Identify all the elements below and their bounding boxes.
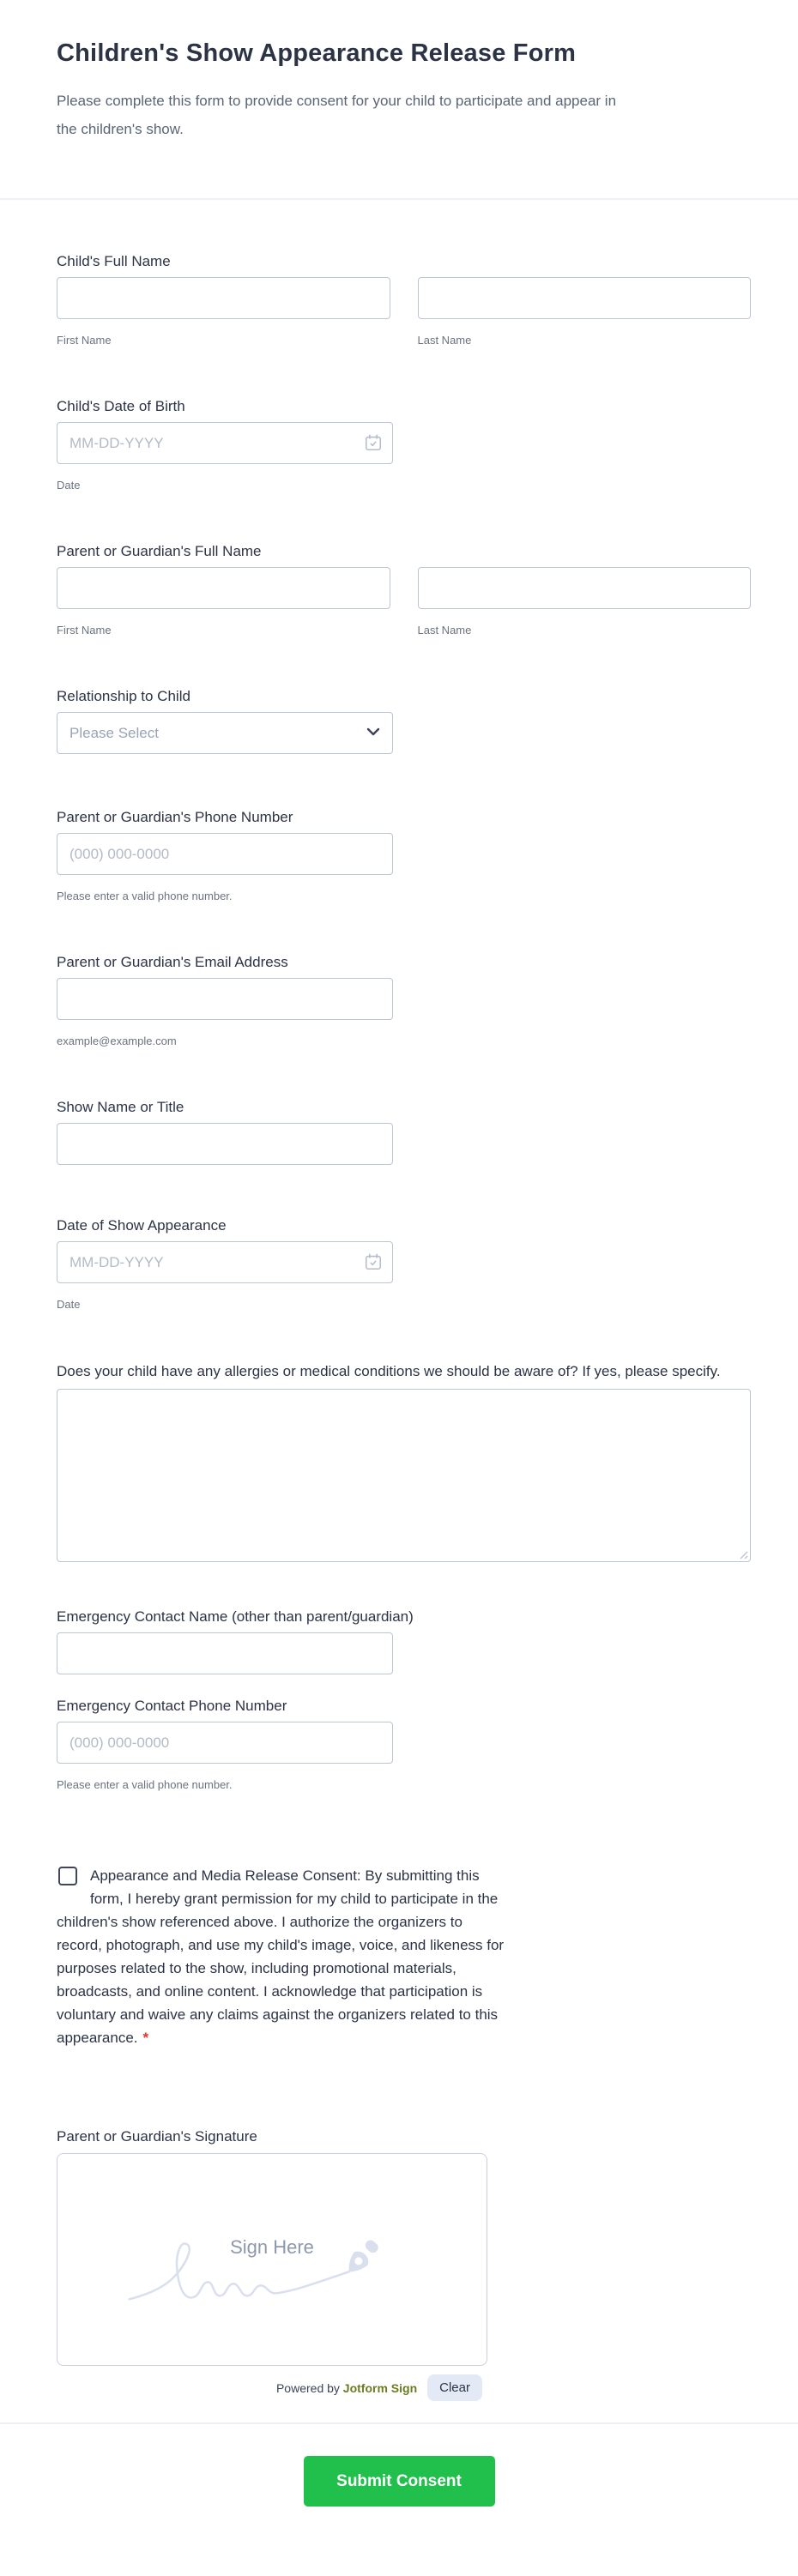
parent-first-name-sublabel: First Name <box>57 624 112 636</box>
clear-signature-button[interactable]: Clear <box>427 2374 482 2401</box>
calendar-check-icon[interactable] <box>364 1252 383 1271</box>
parent-phone-label: Parent or Guardian's Phone Number <box>57 809 293 825</box>
question-relationship <box>57 687 751 754</box>
jotform-sign-brand: Jotform Sign <box>342 2380 418 2395</box>
signature-placeholder-art <box>57 2154 487 2366</box>
parent-last-name-sublabel: Last Name <box>417 624 472 636</box>
relationship-label: Relationship to Child <box>57 688 190 704</box>
submit-row <box>0 2424 798 2550</box>
question-child-dob <box>57 397 751 492</box>
question-child-name <box>57 252 751 347</box>
required-asterisk: * <box>142 2030 149 2046</box>
parent-phone-sublabel: Please enter a valid phone number. <box>57 890 233 902</box>
parent-name-label: Parent or Guardian's Full Name <box>57 543 262 559</box>
question-parent-email <box>57 953 751 1048</box>
question-parent-name <box>57 542 751 637</box>
consent-checkbox[interactable] <box>58 1867 77 1885</box>
resize-grip-icon[interactable] <box>738 1549 748 1559</box>
emergency-phone-label: Emergency Contact Phone Number <box>57 1698 287 1714</box>
parent-last-name-input[interactable] <box>418 567 752 609</box>
signature-pad[interactable] <box>57 2153 487 2366</box>
consent-text <box>57 1864 509 2049</box>
allergies-textarea[interactable] <box>57 1389 751 1562</box>
child-last-name-sublabel: Last Name <box>417 334 472 347</box>
question-emergency-phone <box>57 1697 751 1792</box>
emergency-name-label: Emergency Contact Name (other than parent/guardian) <box>57 1608 414 1625</box>
child-dob-sublabel: Date <box>57 479 81 492</box>
chevron-down-icon <box>366 727 380 736</box>
consent-statement: Appearance and Media Release Consent: By submitting this form, I hereby grant permission for my child to participate in the children's show referenced above. I authorize the organizers to record, photograph, and use my child's image, voice, and likeness for purposes related to the show, including promotional materials, broadcasts, and online content. I acknowledge that participation is voluntary and waive any claims against the organizers related to this appearance. <box>57 1867 505 2046</box>
child-last-name-input[interactable] <box>418 277 752 319</box>
child-name-label: Child's Full Name <box>57 253 171 269</box>
question-show-date <box>57 1216 751 1312</box>
child-dob-input[interactable] <box>57 422 393 464</box>
submit-button[interactable]: Submit Consent <box>304 2456 495 2507</box>
relationship-select[interactable] <box>57 712 393 754</box>
powered-by-prefix: Powered by <box>275 2380 340 2395</box>
question-parent-phone <box>57 808 751 903</box>
child-first-name-input[interactable] <box>57 277 390 319</box>
question-show-name <box>57 1098 751 1165</box>
emergency-phone-sublabel: Please enter a valid phone number. <box>57 1778 233 1791</box>
question-emergency-name <box>57 1608 751 1674</box>
allergies-label: Does your child have any allergies or medical conditions we should be aware of? If yes, please specify. <box>57 1363 721 1379</box>
parent-phone-input[interactable] <box>57 833 393 875</box>
show-date-input[interactable] <box>57 1241 393 1283</box>
child-first-name-sublabel: First Name <box>57 334 112 347</box>
consent-block <box>57 1864 751 2049</box>
parent-email-input[interactable] <box>57 978 393 1020</box>
parent-email-sublabel: example@example.com <box>57 1035 177 1047</box>
sign-here-text: Sign Here <box>230 2236 314 2258</box>
parent-email-label: Parent or Guardian's Email Address <box>57 954 288 970</box>
question-allergies <box>57 1360 751 1562</box>
page-subtitle: Please complete this form to provide consent for your child to participate and appear in the children's show. <box>57 93 617 137</box>
show-date-sublabel: Date <box>57 1298 81 1311</box>
emergency-phone-input[interactable] <box>57 1722 393 1764</box>
relationship-select-value: Please Select <box>70 724 159 741</box>
powered-by-text <box>276 2381 417 2395</box>
pen-nib-icon <box>342 2236 382 2278</box>
show-date-label: Date of Show Appearance <box>57 1217 227 1234</box>
form-body <box>0 200 798 2401</box>
emergency-name-input[interactable] <box>57 1632 393 1674</box>
child-dob-label: Child's Date of Birth <box>57 398 185 414</box>
show-name-label: Show Name or Title <box>57 1099 184 1115</box>
page-title: Children's Show Appearance Release Form <box>57 39 577 67</box>
form-header <box>0 0 798 198</box>
show-name-input[interactable] <box>57 1123 393 1165</box>
parent-first-name-input[interactable] <box>57 567 390 609</box>
calendar-check-icon[interactable] <box>364 433 383 452</box>
signature-footer <box>57 2374 487 2401</box>
signature-section <box>57 2127 751 2401</box>
signature-label: Parent or Guardian's Signature <box>57 2128 257 2145</box>
